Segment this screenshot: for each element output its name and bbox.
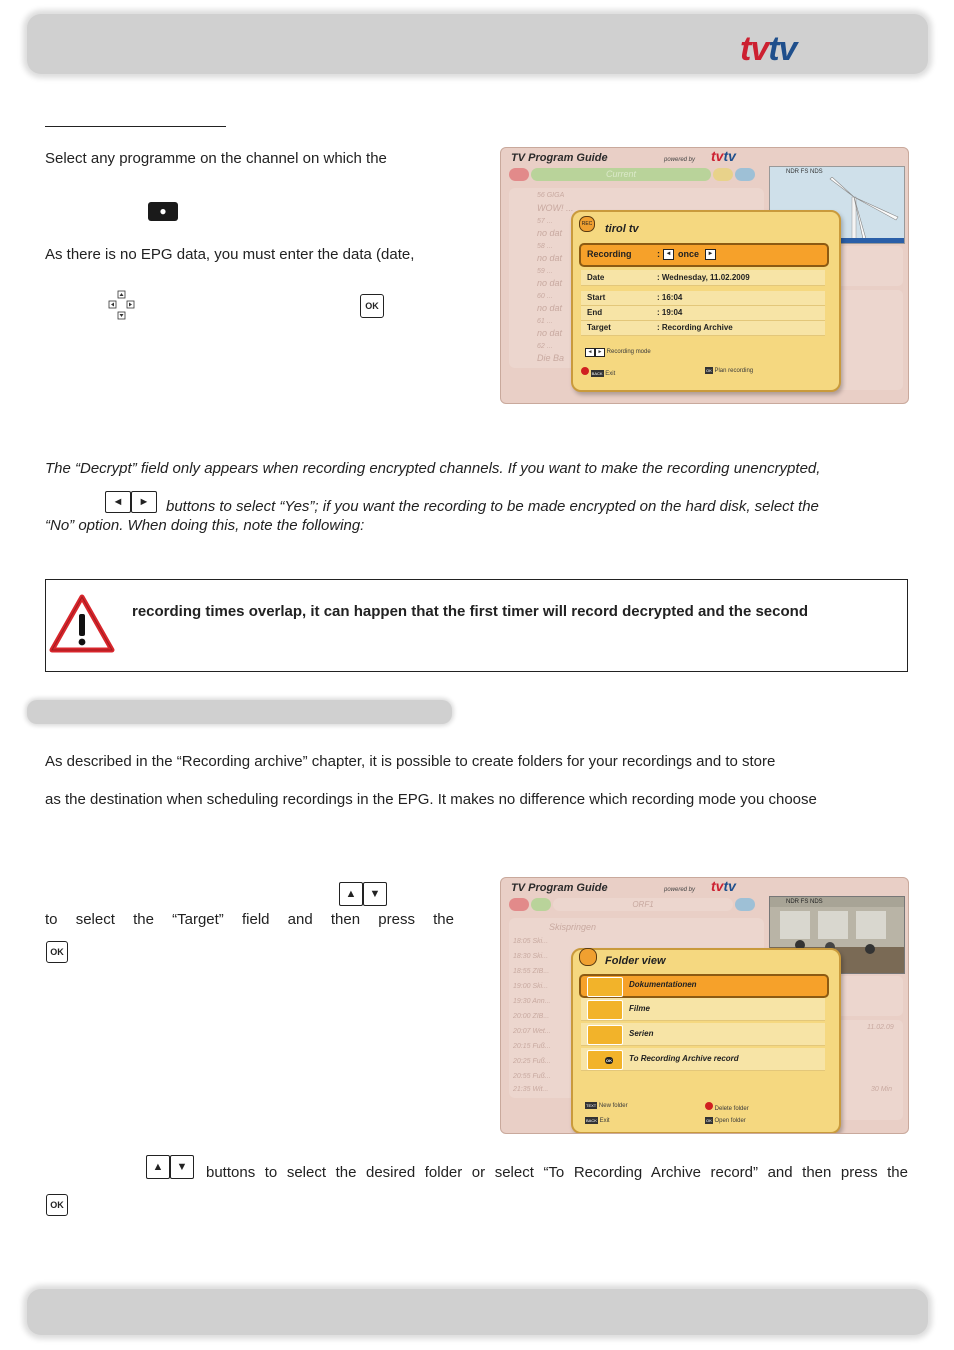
blue-pill	[735, 168, 755, 181]
red-pill-2	[509, 898, 529, 911]
epg-logo: tvtv	[711, 148, 736, 164]
warning-box	[45, 579, 908, 672]
new-folder-hint[interactable]: TEXT New folder	[586, 1103, 628, 1109]
folder-item-3[interactable]: OK To Recording Archive record	[581, 1048, 825, 1071]
bg-row-0: 56 GIGA	[537, 192, 565, 199]
channel-label: NDR FS NDS	[786, 169, 823, 175]
bg2-row-6: 20:00 ZIB...	[513, 1013, 550, 1020]
epg-logo-2: tvtv	[711, 878, 736, 894]
date-row[interactable]: Date : Wednesday, 11.02.2009	[581, 270, 825, 286]
folder-item-0[interactable]: Dokumentationen	[579, 974, 829, 998]
folder-dialog	[571, 948, 841, 1134]
right-arrow-icon[interactable]: ►	[705, 249, 716, 260]
bg-row-9: no dat	[537, 303, 563, 313]
bg-row-10: 61 ...	[537, 318, 553, 325]
exit-hint-2[interactable]: BACK Exit	[586, 1118, 610, 1124]
section-heading-underline	[45, 126, 226, 127]
folder-icon	[587, 977, 623, 997]
section1-para2: As there is no EPG data, you must enter the data (date,	[45, 246, 415, 263]
bg2-row-10: 20:55 Fuß...	[513, 1073, 551, 1080]
note-line2: buttons to select “Yes”; if you want the recording to be made encrypted on the hard disk, select the	[166, 498, 819, 515]
bg-row-8: 60 ...	[537, 293, 553, 300]
folder-icon	[587, 1025, 623, 1045]
tvtv-logo: tvtv	[740, 30, 797, 68]
epg-title-2: TV Program Guide	[511, 882, 608, 894]
bg2-row-1: 18:05 Ski...	[513, 938, 549, 945]
current-tab[interactable]: Current	[531, 168, 711, 181]
side-date: 11.02.09	[867, 1024, 894, 1031]
bg-row-2: 57 ...	[537, 218, 553, 225]
folder-dialog-title: Folder view	[605, 955, 666, 967]
ok-key-icon: OK	[360, 294, 384, 318]
bg2-row-9: 20:25 Fuß...	[513, 1058, 551, 1065]
folder-icon	[587, 1000, 623, 1020]
end-row[interactable]: End : 19:04	[581, 306, 825, 321]
section2-para2: as the destination when scheduling recordings in the EPG. It makes no difference which recording mode you choose	[45, 791, 817, 808]
warning-text: recording times overlap, it can happen that the first timer will record decrypted and the second	[132, 603, 808, 620]
start-row[interactable]: Start : 16:04	[581, 291, 825, 306]
bg2-row-8: 20:15 Fuß...	[513, 1043, 551, 1050]
folder-item-1[interactable]: Filme	[581, 998, 825, 1021]
section2-para1: As described in the “Recording archive” chapter, it is possible to create folders for your recordings and to store	[45, 753, 776, 770]
blue-pill-2	[735, 898, 755, 911]
dialog-title: tirol tv	[605, 223, 639, 235]
powered-by: powered by	[664, 157, 696, 163]
delete-folder-hint[interactable]: Delete folder	[705, 1102, 749, 1112]
bg-row-13: Die Ba	[537, 353, 565, 363]
bg2-row-4: 19:00 Ski...	[513, 983, 549, 990]
bg-row-11: no dat	[537, 328, 563, 338]
video-preview-2: NDR FS NDS	[769, 896, 905, 974]
bg-row-6: 59 ...	[537, 268, 553, 275]
section1-para1: Select any programme on the channel on which the	[45, 150, 387, 167]
section2-step: to select the “Target” field and then press the	[45, 911, 454, 928]
bg-row-7: no dat	[537, 278, 563, 288]
note-line3: “No” option. When doing this, note the following:	[45, 517, 365, 534]
bg-row-12: 62 ...	[537, 343, 553, 350]
note-line1: The “Decrypt” field only appears when recording encrypted channels. If you want to make the recording unencrypted,	[45, 460, 821, 477]
folder-view-icon	[579, 948, 597, 966]
section2-heading-bar	[27, 700, 452, 724]
bg2-row-0: Skispringen	[549, 922, 597, 932]
bg-row-1: WOW! ...	[537, 203, 574, 213]
channel-tab-2[interactable]: ORF1	[553, 898, 733, 911]
exit-hint[interactable]: BACK Exit	[581, 367, 615, 377]
record-key-icon: ●	[148, 202, 178, 221]
bg-row-3: no dat	[537, 228, 563, 238]
green-pill-2	[531, 898, 551, 911]
epg-screenshot-recording	[500, 147, 909, 404]
section2-final: buttons to select the desired folder or select “To Recording Archive record” and then press the	[206, 1164, 908, 1181]
left-right-keys-icon: ◄ ►	[105, 491, 157, 513]
yellow-pill	[713, 168, 733, 181]
epg-screenshot-folder	[500, 877, 909, 1134]
red-pill	[509, 168, 529, 181]
dpad-icon	[108, 290, 136, 320]
bg2-row-3: 18:55 ZIB...	[513, 968, 550, 975]
bg2-row-2: 18:30 Ski...	[513, 953, 549, 960]
plan-hint[interactable]: OK Plan recording	[706, 368, 754, 374]
bg2-row-11: 21:35 Wit...	[513, 1086, 549, 1093]
rec-icon: REC	[579, 216, 595, 232]
open-folder-hint[interactable]: OK Open folder	[706, 1118, 746, 1124]
left-arrow-icon[interactable]: ◄	[663, 249, 674, 260]
target-row[interactable]: Target : Recording Archive	[581, 321, 825, 336]
powered-by-2: powered by	[664, 887, 696, 893]
bg2-row-5: 19:30 Ann...	[513, 998, 551, 1005]
up-down-keys-icon: ▲ ▼	[339, 882, 387, 906]
bg-row-4: 58 ...	[537, 243, 553, 250]
folder-item-2[interactable]: Serien	[581, 1023, 825, 1046]
epg-title: TV Program Guide	[511, 152, 608, 164]
footer-bar	[27, 1289, 928, 1335]
side-duration: 30 Min	[871, 1086, 893, 1093]
warning-triangle-icon	[49, 594, 115, 654]
recording-dialog	[571, 210, 841, 392]
ok-key-icon-3: OK	[46, 1194, 68, 1216]
ok-key-icon-2: OK	[46, 941, 68, 963]
bg-row-5: no dat	[537, 253, 563, 263]
mode-hint: ◄ ► Recording mode	[585, 348, 651, 357]
bg2-row-7: 20:07 Wet...	[513, 1028, 551, 1035]
up-down-keys-icon-2: ▲ ▼	[146, 1155, 194, 1179]
recording-mode-row[interactable]: Recording : ◄ once ►	[579, 243, 829, 267]
